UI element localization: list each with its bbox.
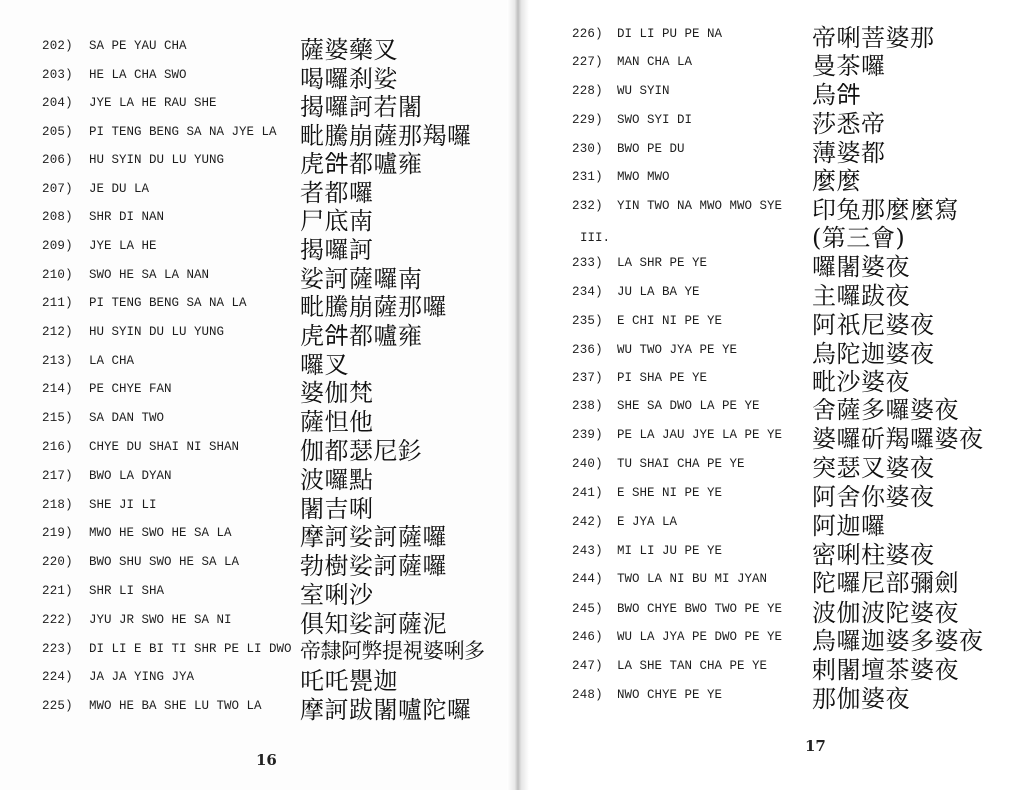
chinese-text: 烏𤙖: [812, 81, 861, 109]
chinese-text: 那伽婆夜: [812, 685, 910, 713]
chinese-text: 毗騰崩薩那囉: [300, 293, 447, 321]
page-number: 16: [256, 751, 277, 769]
line-number: 223): [42, 642, 73, 656]
page-number: 17: [805, 737, 826, 755]
line-number: 236): [572, 343, 603, 357]
chinese-text: 帝隸阿弊提視婆唎多: [300, 639, 485, 663]
line-number: 230): [572, 142, 603, 156]
line-number: 221): [42, 584, 73, 598]
romanization: LA CHA: [89, 354, 135, 368]
chinese-text: 尸底南: [300, 207, 374, 235]
line-number: 224): [42, 670, 73, 684]
romanization: SWO HE SA LA NAN: [89, 268, 210, 282]
line-number: 210): [42, 268, 73, 282]
chinese-text: 突瑟叉婆夜: [812, 454, 935, 482]
romanization: E JYA LA: [617, 515, 678, 529]
chinese-text: 阿祇尼婆夜: [812, 311, 935, 339]
romanization: HE LA CHA SWO: [89, 68, 187, 82]
romanization: DI LI PU PE NA: [617, 27, 723, 41]
chinese-text: 吒吒甖迦: [300, 667, 398, 695]
chinese-text: 波伽波陀婆夜: [812, 599, 959, 627]
line-number: 244): [572, 572, 603, 586]
chinese-text: 闍吉唎: [300, 495, 374, 523]
romanization: SWO SYI DI: [617, 113, 693, 127]
chinese-text: 俱知娑訶薩泥: [300, 610, 447, 638]
line-number: 209): [42, 239, 73, 253]
line-number: 211): [42, 296, 73, 310]
chinese-text: 烏陀迦婆夜: [812, 340, 935, 368]
line-number: 231): [572, 170, 603, 184]
chinese-text: 婆伽梵: [300, 379, 374, 407]
romanization: E SHE NI PE YE: [617, 486, 723, 500]
chinese-text: 莎悉帝: [812, 110, 886, 138]
chinese-text: 薄婆都: [812, 139, 886, 167]
line-number: 235): [572, 314, 603, 328]
chinese-text: 烏囉迦婆多婆夜: [812, 627, 984, 655]
line-number: 215): [42, 411, 73, 425]
chinese-text: 揭囉訶: [300, 236, 374, 264]
line-number: 220): [42, 555, 73, 569]
chinese-text: 伽都瑟尼釤: [300, 437, 423, 465]
romanization: WU SYIN: [617, 84, 670, 98]
romanization: SA DAN TWO: [89, 411, 165, 425]
line-number: 243): [572, 544, 603, 558]
line-number: 216): [42, 440, 73, 454]
line-number: 207): [42, 182, 73, 196]
romanization: JA JA YING JYA: [89, 670, 195, 684]
line-number: 237): [572, 371, 603, 385]
line-number: 212): [42, 325, 73, 339]
line-number: 228): [572, 84, 603, 98]
romanization: JYE LA HE: [89, 239, 157, 253]
romanization: LA SHR PE YE: [617, 256, 708, 270]
chinese-text: 印兔那麼麼寫: [812, 196, 959, 224]
romanization: SHE JI LI: [89, 498, 157, 512]
romanization: JE DU LA: [89, 182, 150, 196]
romanization: NWO CHYE PE YE: [617, 688, 723, 702]
chinese-text: 娑訶薩囉南: [300, 265, 423, 293]
romanization: JYU JR SWO HE SA NI: [89, 613, 232, 627]
line-number: 206): [42, 153, 73, 167]
line-number: 248): [572, 688, 603, 702]
chinese-text: 囉叉: [300, 351, 349, 379]
chinese-text: 帝唎菩婆那: [812, 24, 935, 52]
line-number: 202): [42, 39, 73, 53]
romanization: MWO MWO: [617, 170, 670, 184]
chinese-text: 舍薩多囉婆夜: [812, 396, 959, 424]
chinese-text: 主囉跋夜: [812, 282, 910, 310]
chinese-text: 薩怛他: [300, 408, 374, 436]
line-number: 238): [572, 399, 603, 413]
chinese-text: 阿舍你婆夜: [812, 483, 935, 511]
assembly-label: (第三會): [812, 224, 906, 252]
chinese-text: 喝囉刹娑: [300, 65, 398, 93]
romanization: HU SYIN DU LU YUNG: [89, 325, 225, 339]
chinese-text: 陀囉尼部彌劍: [812, 569, 959, 597]
line-number: 213): [42, 354, 73, 368]
line-number: 246): [572, 630, 603, 644]
chinese-text: 毗騰崩薩那羯囉: [300, 122, 472, 150]
line-number: 239): [572, 428, 603, 442]
chinese-text: 波囉點: [300, 466, 374, 494]
romanization: PE CHYE FAN: [89, 382, 172, 396]
romanization: MWO HE SWO HE SA LA: [89, 526, 232, 540]
line-number: 218): [42, 498, 73, 512]
romanization: WU TWO JYA PE YE: [617, 343, 738, 357]
romanization: DI LI E BI TI SHR PE LI DWO: [89, 642, 292, 656]
chinese-text: 薩婆藥叉: [300, 36, 398, 64]
romanization: SHR LI SHA: [89, 584, 165, 598]
line-number: 222): [42, 613, 73, 627]
line-number: 241): [572, 486, 603, 500]
mantra-line: [0, 623, 1024, 655]
chinese-text: 密唎柱婆夜: [812, 541, 935, 569]
chinese-text: 虎𤙖都嚧雍: [300, 150, 423, 178]
line-number: 217): [42, 469, 73, 483]
romanization: LA SHE TAN CHA PE YE: [617, 659, 768, 673]
line-number: 203): [42, 68, 73, 82]
romanization: PI SHA PE YE: [617, 371, 708, 385]
line-number: 229): [572, 113, 603, 127]
romanization: BWO PE DU: [617, 142, 685, 156]
line-number: 226): [572, 27, 603, 41]
romanization: JYE LA HE RAU SHE: [89, 96, 217, 110]
chinese-text: 揭囉訶若闍: [300, 93, 423, 121]
chinese-text: 婆囉斫羯囉婆夜: [812, 425, 984, 453]
section-marker: III.: [580, 231, 611, 245]
chinese-text: 麼麼: [812, 167, 861, 195]
line-number: 219): [42, 526, 73, 540]
romanization: SA PE YAU CHA: [89, 39, 187, 53]
romanization: BWO CHYE BWO TWO PE YE: [617, 602, 783, 616]
romanization: SHR DI NAN: [89, 210, 165, 224]
chinese-text: 摩訶娑訶薩囉: [300, 523, 447, 551]
line-number: 245): [572, 602, 603, 616]
romanization: JU LA BA YE: [617, 285, 700, 299]
chinese-text: 曼茶囉: [812, 52, 886, 80]
line-number: 232): [572, 199, 603, 213]
chinese-text: 勃樹娑訶薩囉: [300, 552, 447, 580]
romanization: E CHI NI PE YE: [617, 314, 723, 328]
romanization: YIN TWO NA MWO MWO SYE: [617, 199, 783, 213]
line-number: 214): [42, 382, 73, 396]
romanization: BWO LA DYAN: [89, 469, 172, 483]
line-number: 234): [572, 285, 603, 299]
romanization: TWO LA NI BU MI JYAN: [617, 572, 768, 586]
romanization: HU SYIN DU LU YUNG: [89, 153, 225, 167]
romanization: BWO SHU SWO HE SA LA: [89, 555, 240, 569]
line-number: 247): [572, 659, 603, 673]
romanization: TU SHAI CHA PE YE: [617, 457, 745, 471]
romanization: MWO HE BA SHE LU TWO LA: [89, 699, 262, 713]
chinese-text: 阿迦囉: [812, 512, 886, 540]
line-number: 233): [572, 256, 603, 270]
romanization: MAN CHA LA: [617, 55, 693, 69]
chinese-text: 室唎沙: [300, 581, 374, 609]
romanization: WU LA JYA PE DWO PE YE: [617, 630, 783, 644]
line-number: 240): [572, 457, 603, 471]
romanization: MI LI JU PE YE: [617, 544, 723, 558]
chinese-text: 虎𤙖都嚧雍: [300, 322, 423, 350]
line-number: 242): [572, 515, 603, 529]
line-number: 208): [42, 210, 73, 224]
line-number: 205): [42, 125, 73, 139]
chinese-text: 摩訶跋闍嚧陀囉: [300, 696, 472, 724]
line-number: 227): [572, 55, 603, 69]
romanization: PI TENG BENG SA NA JYE LA: [89, 125, 277, 139]
romanization: CHYE DU SHAI NI SHAN: [89, 440, 240, 454]
chinese-text: 者都囉: [300, 179, 374, 207]
chinese-text: 剌闍壇茶婆夜: [812, 656, 959, 684]
romanization: SHE SA DWO LA PE YE: [617, 399, 760, 413]
chinese-text: 毗沙婆夜: [812, 368, 910, 396]
line-number: 225): [42, 699, 73, 713]
line-number: 204): [42, 96, 73, 110]
romanization: PI TENG BENG SA NA LA: [89, 296, 247, 310]
romanization: PE LA JAU JYE LA PE YE: [617, 428, 783, 442]
chinese-text: 囉闍婆夜: [812, 253, 910, 281]
